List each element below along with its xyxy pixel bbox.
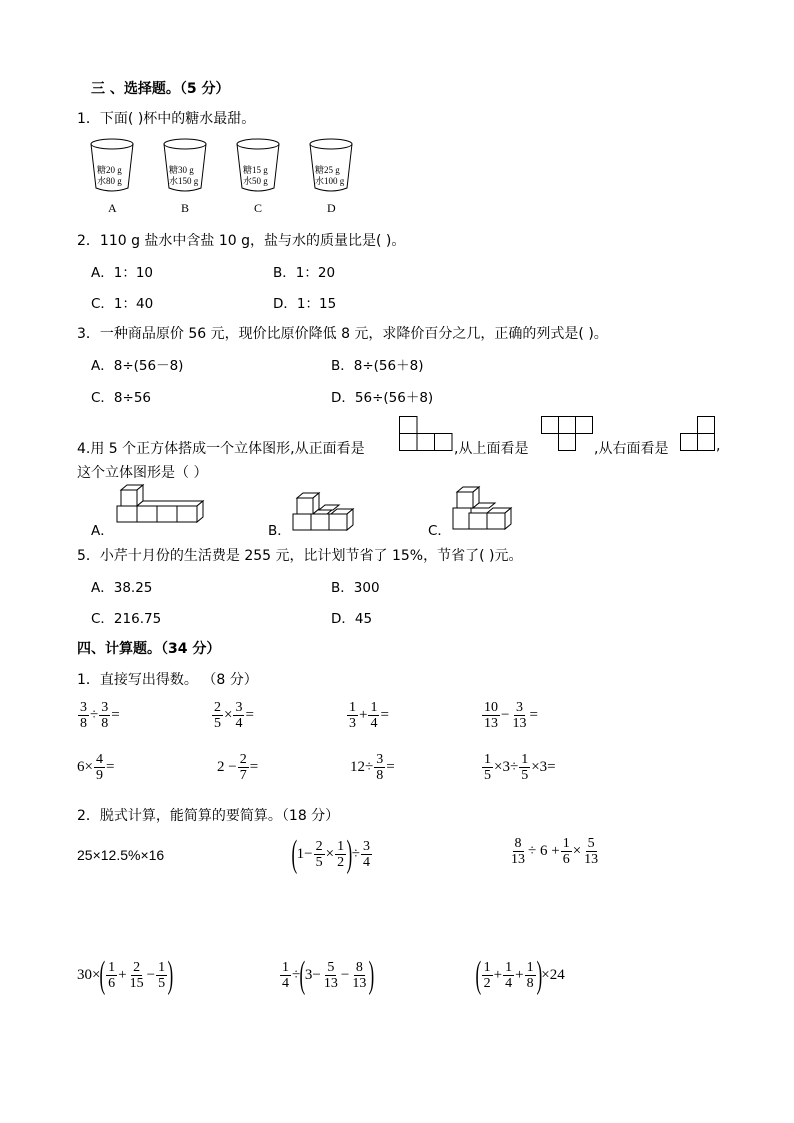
section3-title: 三 、选择题。（5 分）	[91, 81, 230, 97]
q3-option-d: D．56÷(56＋8)	[331, 390, 434, 406]
oral-expr-8: $\frac{1}{5}$ ×3÷ $\frac{1}{5}$ ×3 =	[484, 752, 556, 783]
front-view-icon	[399, 416, 455, 452]
cup-c-letter: C	[254, 201, 263, 215]
q4-text-part1: 4.用 5 个正方体搭成一个立体图形,从正面看是	[77, 441, 365, 457]
cup-d-letter: D	[327, 201, 336, 215]
cup-b-water: 水150 g	[169, 176, 199, 186]
q3-option-c: C．8÷56	[91, 390, 152, 406]
q2-option-b: B．1：20	[273, 265, 336, 281]
cup-d-sugar: 糖25 g	[315, 165, 340, 175]
oral-expr-3: $\frac{1}{3}$ + $\frac{1}{4}$ =	[349, 700, 389, 731]
step-expr-3: $\frac{8}{13}$ ÷ 6 + $\frac{1}{6}$ × $\frac{5}{13}$	[511, 836, 599, 867]
q5-option-d: D．45	[331, 611, 373, 627]
q2-option-a: A．1：10	[91, 265, 154, 281]
cup-a-water: 水80 g	[97, 176, 122, 186]
solid-b-icon	[293, 494, 353, 536]
q5-option-b: B．300	[331, 580, 380, 596]
oral-expr-5: 6× $\frac{4}{9}$ =	[77, 752, 115, 783]
oral-expr-7: 12÷ $\frac{3}{8}$ =	[350, 752, 395, 783]
q4-text-line2: 这个立体图形是（ ）	[77, 465, 208, 481]
top-view-icon	[541, 416, 595, 452]
cup-a-letter: A	[108, 201, 117, 215]
oral-expr-4: $\frac{10}{13}$ − $\frac{3}{13}$ =	[484, 700, 538, 731]
q5-text: 5．小芹十月份的生活费是 255 元，比计划节省了 15%，节省了( )元。	[77, 548, 523, 564]
q2-option-c: C．1：40	[91, 296, 154, 312]
q4-option-b: B．	[268, 523, 291, 539]
cup-b-letter: B	[181, 201, 190, 215]
q3-text: 3．一种商品原价 56 元，现价比原价降低 8 元，求降价百分之几，正确的列式是( )。	[77, 326, 608, 342]
oral-expr-2: $\frac{2}{5}$ × $\frac{3}{4}$ =	[214, 700, 254, 731]
q4-text-part3: ,从右面看是	[594, 441, 669, 457]
right-view-icon	[680, 416, 721, 454]
solid-c-icon	[453, 488, 513, 534]
step-expr-1: 25×12.5%×16	[77, 847, 165, 863]
q4-option-a: A．	[91, 523, 114, 539]
step-expr-2: ( 1− $\frac{2}{5}$ × $\frac{1}{2}$ ) ÷ $\frac{3}{4}$	[291, 833, 370, 875]
solid-a-icon	[117, 486, 203, 532]
oral-expr-6: 2 − $\frac{2}{7}$ =	[217, 752, 259, 783]
step-expr-6: ( $\frac{1}{2}$ + $\frac{1}{4}$ + $\frac{1}{8}$ ) ×24	[475, 954, 565, 996]
section4-title: 四、计算题。（34 分）	[77, 641, 221, 657]
step-expr-5: $\frac{1}{4}$ ÷ ( 3− $\frac{5}{13}$ − $\frac{8}{13}$ )	[282, 954, 375, 996]
q4-option-c: C．	[428, 523, 451, 539]
cup-d-water: 水100 g	[315, 176, 345, 186]
calc-q1-text: 1．直接写出得数。 （8 分）	[77, 672, 258, 688]
q2-text: 2．110 g 盐水中含盐 10 g，盐与水的质量比是( )。	[77, 233, 406, 249]
q4-text-part2: ,从上面看是	[454, 441, 529, 457]
q4-text-part4: ,	[716, 438, 721, 454]
cup-c-sugar: 糖15 g	[243, 165, 268, 175]
cup-c-water: 水50 g	[243, 176, 268, 186]
q2-option-d: D．1：15	[273, 296, 337, 312]
q1-text: 1．下面( )杯中的糖水最甜。	[77, 111, 256, 127]
q5-option-a: A．38.25	[91, 580, 153, 596]
calc-q2-text: 2．脱式计算，能简算的要简算。（18 分）	[77, 808, 340, 824]
q5-option-c: C．216.75	[91, 611, 162, 627]
cup-b-sugar: 糖30 g	[169, 165, 194, 175]
cup-a-sugar: 糖20 g	[97, 165, 122, 175]
step-expr-4: 30× ( $\frac{1}{6}$ + $\frac{2}{15}$ − $\frac{1}{5}$ )	[77, 954, 174, 996]
q3-option-a: A．8÷(56－8)	[91, 358, 184, 374]
q3-option-b: B．8÷(56＋8)	[331, 358, 424, 374]
oral-expr-1: $\frac{3}{8}$ ÷ $\frac{3}{8}$ =	[80, 700, 120, 731]
